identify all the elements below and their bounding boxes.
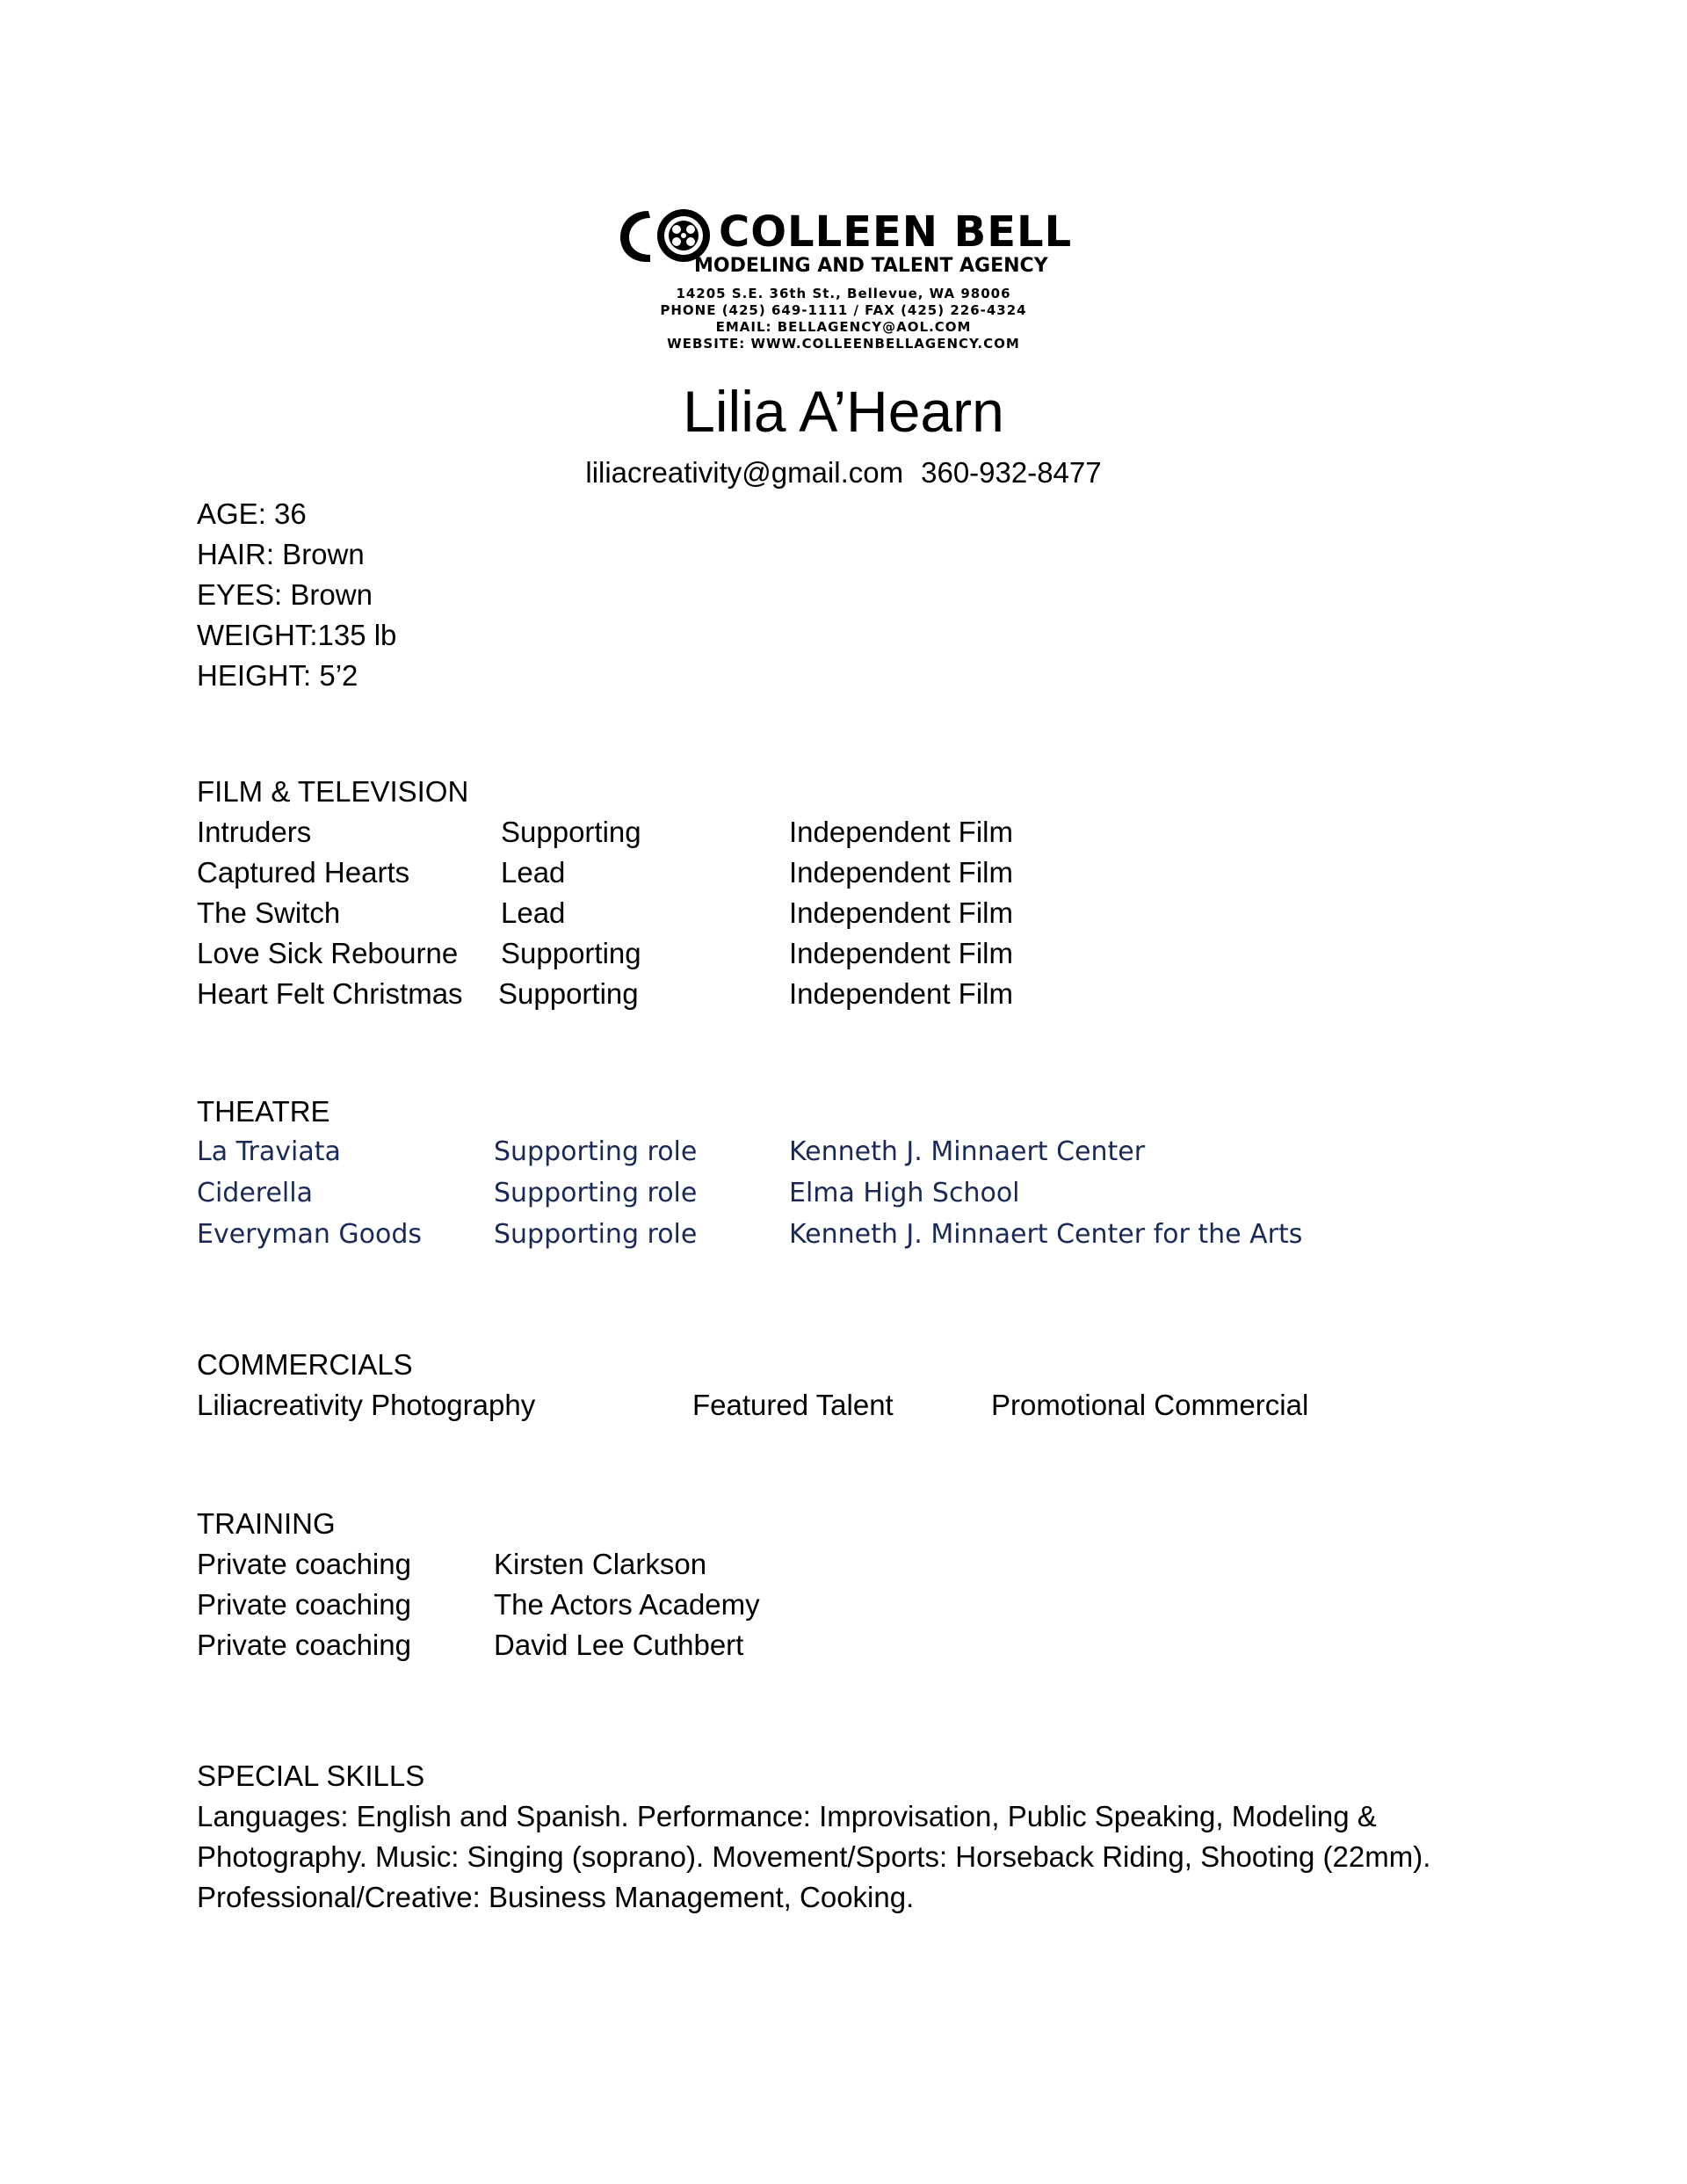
credit-role: Supporting role — [494, 1219, 698, 1250]
film-television-section — [197, 772, 1013, 1014]
training-row — [197, 1544, 707, 1585]
contact-phone: 360-932-8477 — [921, 456, 1102, 489]
credit-row — [197, 1132, 1146, 1173]
agency-name: COLLEEN BELL — [719, 207, 1073, 257]
agency-subtitle: MODELING AND TALENT AGENCY — [694, 255, 1048, 277]
credit-venue: Kenneth J. Minnaert Center for the Arts — [789, 1219, 1303, 1250]
credit-row — [197, 1173, 1020, 1215]
credit-production: Independent Film — [789, 816, 1013, 848]
performer-name: Lilia A’Hearn — [683, 379, 1004, 444]
credit-production: Independent Film — [789, 856, 1013, 889]
credit-role: Supporting role — [494, 1136, 698, 1167]
credit-role: Lead — [501, 896, 566, 929]
credit-row — [197, 974, 1013, 1014]
credit-row — [197, 853, 1013, 893]
credit-title: La Traviata — [197, 1136, 341, 1167]
section-title: FILM & TELEVISION — [197, 775, 469, 808]
credit-venue: Kenneth J. Minnaert Center — [789, 1136, 1146, 1167]
agency-website: WEBSITE: WWW.COLLEENBELLAGENCY.COM — [667, 336, 1020, 352]
training-type: Private coaching — [197, 1629, 411, 1661]
credit-type: Promotional Commercial — [991, 1389, 1309, 1421]
section-title: TRAINING — [197, 1507, 336, 1540]
agency-address: 14205 S.E. 36th St., Bellevue, WA 98006 — [676, 286, 1011, 301]
training-coach: Kirsten Clarkson — [494, 1548, 707, 1580]
credit-role: Supporting role — [494, 1178, 698, 1208]
special-skills-section — [197, 1756, 1515, 1918]
credit-role: Supporting — [501, 816, 641, 848]
section-title: COMMERCIALS — [197, 1348, 413, 1381]
credit-role: Supporting — [501, 937, 641, 969]
training-coach: The Actors Academy — [494, 1588, 760, 1621]
credit-row — [197, 1385, 1309, 1426]
training-row — [197, 1585, 760, 1625]
credit-row — [197, 893, 1013, 933]
agency-phone: PHONE (425) 649-1111 / FAX (425) 226-4324 — [660, 302, 1027, 318]
section-title: THEATRE — [197, 1095, 330, 1128]
agency-email: EMAIL: BELLAGENCY@AOL.COM — [715, 319, 972, 335]
credit-title: Heart Felt Christmas — [197, 977, 463, 1010]
credit-row — [197, 933, 1013, 974]
training-type: Private coaching — [197, 1588, 411, 1621]
credit-title: Love Sick Rebourne — [197, 937, 459, 969]
contact-line — [0, 455, 1687, 490]
credit-row — [197, 1215, 1303, 1256]
training-row — [197, 1625, 744, 1665]
credit-role: Lead — [501, 856, 566, 889]
credit-role: Featured Talent — [692, 1389, 894, 1421]
credit-title: Everyman Goods — [197, 1219, 423, 1250]
stat-hair: HAIR: Brown — [197, 538, 365, 570]
credit-title: Liliacreativity Photography — [197, 1389, 536, 1421]
stat-height: HEIGHT: 5’2 — [197, 659, 358, 692]
training-type: Private coaching — [197, 1548, 411, 1580]
agency-logo — [615, 206, 1072, 355]
credit-title: Intruders — [197, 816, 312, 848]
credit-title: The Switch — [197, 896, 341, 929]
stat-weight: WEIGHT:135 lb — [197, 619, 397, 651]
commercials-section — [197, 1345, 1309, 1426]
credit-row — [197, 812, 1013, 853]
credit-venue: Elma High School — [789, 1178, 1020, 1208]
credit-title: Ciderella — [197, 1178, 313, 1208]
contact-email: liliacreativity@gmail.com — [585, 456, 904, 489]
training-section — [197, 1504, 760, 1665]
credit-production: Independent Film — [789, 937, 1013, 969]
physical-stats — [197, 494, 396, 696]
section-title: SPECIAL SKILLS — [197, 1760, 425, 1792]
theatre-section — [197, 1092, 1303, 1256]
credit-production: Independent Film — [789, 977, 1013, 1010]
stat-eyes: EYES: Brown — [197, 578, 373, 611]
training-coach: David Lee Cuthbert — [494, 1629, 744, 1661]
credit-production: Independent Film — [789, 896, 1013, 929]
stat-age: AGE: 36 — [197, 497, 307, 530]
skills-paragraph: Languages: English and Spanish. Performance: Improvisation, Public Speaking, Modeling & Photography. Music: Singing (soprano). Movement/Sports: Horseback Riding, Shooting (22mm). Professional/Creative: Business Management, Cooking. — [197, 1800, 1431, 1913]
credit-title: Captured Hearts — [197, 856, 410, 889]
credit-role: Supporting — [498, 977, 639, 1010]
